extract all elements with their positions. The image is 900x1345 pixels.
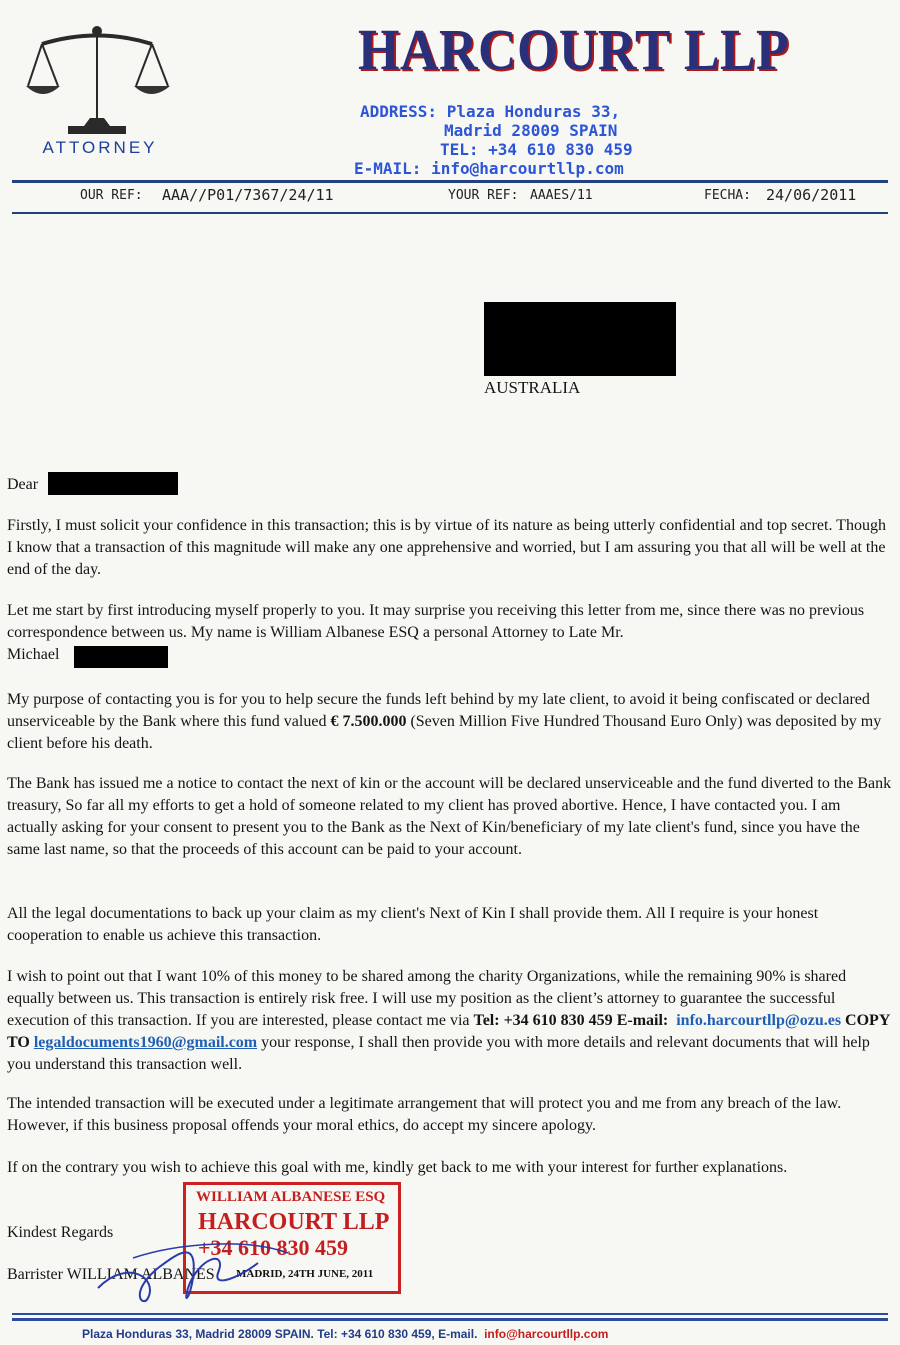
role-label: ATTORNEY	[42, 138, 158, 157]
paragraph-documentation: All the legal documentations to back up your claim as my client's Next of Kin I shall provide them. All I require is your honest cooperation to enable us achieve this transaction.	[7, 905, 819, 944]
purpose-text-b: (Seven Million Five Hundred Thousand Euro Only) was deposited by my client before his death.	[7, 713, 882, 752]
salutation: Dear	[7, 476, 39, 493]
contact-text-b: your response, I shall then provide you with more details and relevant documents that will help you understand this transaction well.	[7, 1034, 870, 1073]
email-link-primary[interactable]: info.harcourtllp@ozu.es	[676, 1012, 842, 1029]
your-ref-value: AAAES/11	[530, 188, 593, 203]
header-divider	[12, 212, 888, 214]
email-line: E-MAIL: info@harcourtllp.com	[354, 159, 624, 178]
paragraph-followup: If on the contrary you wish to achieve this goal with me, kindly get back to me with your interest for further explanations.	[7, 1159, 788, 1176]
header-divider	[12, 180, 888, 183]
firm-name: HARCOURT LLP	[358, 17, 790, 82]
purpose-text-a: My purpose of contacting you is for you to help secure the funds left behind by my late client, to avoid it being confiscated or declared unserviceable by the Bank where this fund valued	[7, 691, 870, 730]
closing: Kindest Regards	[7, 1224, 114, 1241]
our-ref-label: OUR REF:	[80, 188, 143, 203]
stamp-name: WILLIAM ALBANESE ESQ	[196, 1189, 386, 1205]
paragraph-bank-notice: The Bank has issued me a notice to contact the next of kin or the account will be declared unserviceable and the fund diverted to the Bank treasury, So far all my efforts to get a hold of someone related to my client has proved abortive. Hence, I have contacted you. I am actually asking for your consent to present you to the Bank as the Next of Kin/beneficiary of my late client's fund, since you have the same last name, so that the proceeds of this account can be paid to your account.	[7, 775, 892, 858]
redacted-address-block	[484, 302, 676, 376]
address-line: ADDRESS: Plaza Honduras 33,	[360, 102, 621, 121]
your-ref-label: YOUR REF:	[448, 188, 519, 203]
footer-divider	[12, 1318, 888, 1321]
scales-of-justice-icon	[22, 22, 172, 140]
recipient-country: AUSTRALIA	[484, 378, 581, 397]
stamp-firm: HARCOURT LLP	[198, 1209, 390, 1235]
handwritten-signature	[88, 1218, 328, 1308]
client-first-name: Michael	[7, 646, 60, 663]
stamp-phone: +34 610 830 459	[198, 1235, 349, 1260]
footer-contact	[82, 1327, 842, 1341]
footer-divider	[12, 1313, 888, 1315]
reference-line	[80, 186, 880, 208]
email-link-copy[interactable]: legaldocuments1960@gmail.com	[33, 1034, 258, 1051]
intro-text: Let me start by first introducing myself properly to you. It may surprise you receiving this letter from me, since there was no previous correspondence between us. My name is William Albanese ESQ a personal Attorney to Late Mr.	[7, 602, 865, 641]
redacted-recipient-name	[48, 472, 178, 495]
city-line: Madrid 28009 SPAIN	[444, 121, 618, 140]
paragraph-contact	[7, 966, 892, 1076]
firm-contact-block	[352, 102, 892, 178]
footer-email-link[interactable]: info@harcourtllp.com	[484, 1327, 609, 1341]
paragraph-confidence: Firstly, I must solicit your confidence in this transaction; this is by virtue of its nature as being utterly confidential and top secret. Though I know that a transaction of this magnitude will make any one apprehensive and worried, but I am assuring you that all will be well at the end of the day.	[7, 517, 886, 578]
paragraph-purpose	[7, 689, 892, 755]
stamp-date: MADRID, 24TH JUNE, 2011	[236, 1268, 374, 1280]
fund-amount: € 7.500.000	[330, 713, 407, 730]
footer-address: Plaza Honduras 33, Madrid 28009 SPAIN. Tel: +34 610 830 459, E-mail.	[82, 1327, 478, 1341]
email-label: E-mail:	[616, 1012, 669, 1029]
fecha-label: FECHA:	[704, 188, 751, 203]
signoff-line: Barrister WILLIAM ALBANES	[7, 1266, 215, 1283]
contact-tel: Tel: +34 610 830 459	[473, 1012, 613, 1029]
fecha-value: 24/06/2011	[766, 186, 857, 204]
copy-to-label: COPY TO	[7, 1012, 890, 1051]
paragraph-legitimacy: The intended transaction will be executed under a legitimate arrangement that will protect you and me from any breach of the law. However, if this business proposal offends your moral ethics, do accept my sincere apology.	[7, 1095, 842, 1134]
contact-text-a: I wish to point out that I want 10% of this money to be shared among the charity Organizations, while the remaining 90% is shared equally between us. This transaction is entirely risk free. I will use my position as the client’s attorney to guarantee the successful execution of this transaction. If you are interested, please contact me via	[7, 968, 847, 1029]
tel-line: TEL: +34 610 830 459	[440, 140, 633, 159]
our-ref-value: AAA//P01/7367/24/11	[162, 186, 334, 204]
redacted-client-surname	[74, 646, 168, 668]
